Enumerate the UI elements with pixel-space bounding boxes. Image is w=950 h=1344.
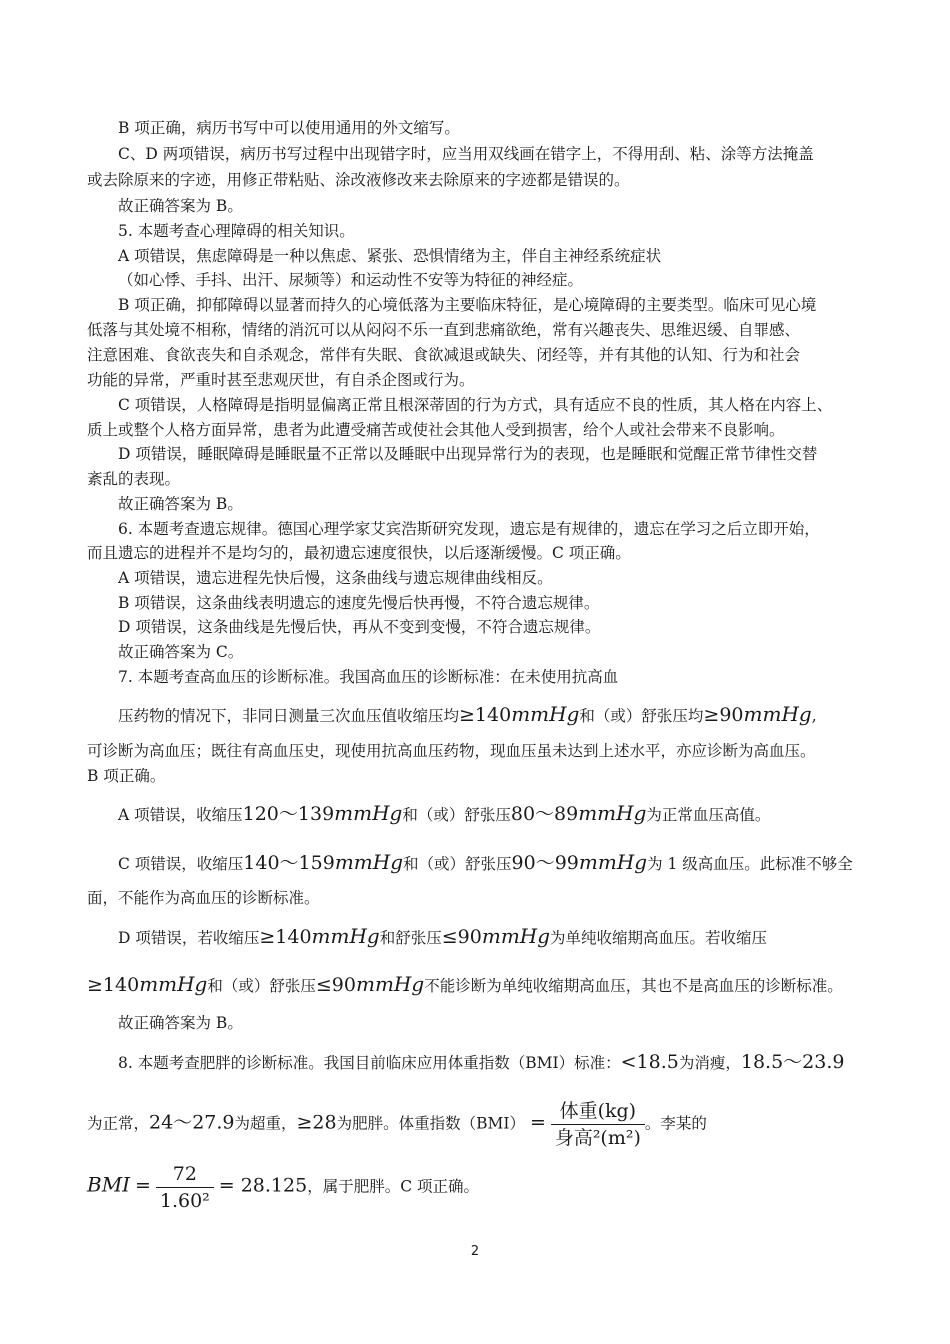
formula-line [87,1163,479,1212]
page-number: 2 [470,1244,480,1259]
math-value: 18.5～23.9 [740,1051,845,1073]
text-line: C 项错误，人格障碍是指明显偏离正常且根深蒂固的行为方式，具有适应不良的性质，其人格在内容上、 [118,396,833,414]
text-line: 紊乱的表现。 [87,470,181,488]
math-value: ≥90 [703,704,744,726]
fraction-numerator: 72 [156,1163,214,1188]
text-run: 和舒张压 [379,929,442,947]
text-run: 。李某的 [644,1114,707,1133]
text-run: 为消瘦， [678,1054,741,1072]
math-variable: BMI [87,1172,131,1197]
text-line: 故正确答案为 B。 [118,495,243,513]
text-run: 为正常血压高值。 [646,806,771,824]
math-unit: mmHg [481,924,551,948]
text-line: C、D 两项错误，病历书写过程中出现错字时，应当用双线画在错字上，不得用刮、粘、涂等方法掩盖 [118,145,814,163]
formula-line [118,704,817,726]
text-line: 低落与其处境不相称，情绪的消沉可以从闷闷不乐一直到悲痛欲绝，常有兴趣丧失、思维迟缓、自罪感、 [87,321,801,339]
text-run: 为正常， [87,1114,150,1133]
math-value: ≥28 [296,1111,337,1134]
text-line: B 项正确，病历书写中可以使用通用的外文缩写。 [118,119,460,137]
text-line: B 项正确，抑郁障碍以显著而持久的心境低落为主要临床特征，是心境障碍的主要类型。临床可见心境 [118,296,817,314]
text-run: 不能诊断为单纯收缩期高血压，其也不是高血压的诊断标准。 [424,977,843,995]
text-run: D 项错误，若收缩压 [118,929,260,947]
math-value: 140～159 [243,852,335,874]
text-line: 可诊断为高血压；既往有高血压史，现使用抗高血压药物，现血压虽未达到上述水平，亦应诊断为高血压。 [87,742,816,760]
text-run: C 项错误，收缩压 [118,855,244,873]
text-run: 压药物的情况下，非同日测量三次血压值收缩压均 [118,707,460,725]
math-value: ≥140 [259,926,312,948]
bmi-calculation-fraction [156,1163,214,1212]
text-line: 面，不能作为高血压的诊断标准。 [87,889,320,907]
formula-line [118,803,770,825]
math-unit: mmHg [311,924,380,948]
equals-sign: = [529,1111,546,1134]
fraction-numerator: 体重(kg) [551,1100,645,1125]
math-value: 120～139 [242,803,335,825]
text-run: 和（或）舒张压 [403,855,512,873]
text-line: 5. 本题考查心理障碍的相关知识。 [118,222,355,240]
math-value: = 28.125 [218,1174,308,1197]
text-line: 7. 本题考查高血压的诊断标准。我国高血压的诊断标准：在未使用抗高血 [118,668,619,686]
formula-line [118,926,767,948]
formula-line [118,1052,844,1073]
math-unit: mmHg [139,972,208,996]
text-line: 而且遗忘的进程并不是均匀的，最初遗忘速度很快，以后逐渐缓慢。C 项正确。 [87,544,631,562]
equals-sign: = [135,1174,151,1197]
text-line: B 项正确。 [87,767,166,785]
text-line: D 项错误，这条曲线是先慢后快，再从不变到变慢，不符合遗忘规律。 [118,618,601,636]
text-run: ，属于肥胖。C 项正确。 [307,1177,479,1196]
math-value: 24～27.9 [149,1111,235,1134]
text-line: （如心悸、手抖、出汗、尿频等）和运动性不安等为特征的神经症。 [118,271,584,289]
text-run: 为单纯收缩期高血压。若收缩压 [550,929,768,947]
bmi-formula-fraction [551,1100,645,1149]
text-run: 和（或）舒张压 [402,806,511,824]
math-unit: mmHg [334,850,404,874]
text-run: 8. 本题考查肥胖的诊断标准。我国目前临床应用体重指数（BMI）标准： [118,1054,621,1072]
math-value: <18.5 [620,1051,679,1073]
text-line: B 项错误，这条曲线表明遗忘的速度先慢后快再慢，不符合遗忘规律。 [118,594,600,612]
math-value: ≥140 [87,974,140,996]
math-unit: mmHg [334,801,403,825]
math-value: ≤90 [441,926,482,948]
text-run: 和（或）舒张压 [207,977,316,995]
text-line: 质上或整个人格方面异常，患者为此遭受痛苦或使社会其他人受到损害，给个人或社会带来不良影响。 [87,421,785,439]
text-line: 故正确答案为 C。 [118,643,244,661]
text-line: 故正确答案为 B。 [118,1014,243,1032]
text-run: 和（或）舒张压均 [579,707,704,725]
math-value: ≤90 [315,974,356,996]
text-line: 或去除原来的字迹，用修正带粘贴、涂改液修改来去除原来的字迹都是错误的。 [87,171,630,189]
formula-line [118,852,853,874]
math-value: ≥140 [459,704,512,726]
text-run: , [811,707,817,725]
text-line: 6. 本题考查遗忘规律。德国心理学家艾宾浩斯研究发现，遗忘是有规律的，遗忘在学习之后立即开始， [118,520,820,538]
text-line: 功能的异常，严重时甚至悲观厌世，有自杀企图或行为。 [87,371,475,389]
text-line: 注意困难、食欲丧失和自杀观念，常伴有失眠、食欲减退或缺失、闭经等，并有其他的认知、行为和社会 [87,346,801,364]
text-line: A 项错误，焦虑障碍是一种以焦虑、紧张、恐惧情绪为主，伴自主神经系统症状 [118,247,662,265]
math-value: 90～99 [511,852,579,874]
text-run: 为超重， [234,1114,297,1133]
text-run: 为 1 级高血压。此标准不够全 [647,855,853,873]
math-unit: mmHg [578,850,648,874]
text-line: A 项错误，遗忘进程先快后慢，这条曲线与遗忘规律曲线相反。 [118,569,553,587]
text-run: A 项错误，收缩压 [118,806,243,824]
text-line: 故正确答案为 B。 [118,197,243,215]
fraction-denominator: 1.60² [159,1190,210,1212]
math-unit: mmHg [356,972,425,996]
formula-line [87,974,843,996]
math-value: 80～89 [510,803,579,825]
math-unit: mmHg [578,801,647,825]
math-unit: mmHg [511,702,580,726]
text-run: 为肥胖。体重指数（BMI） [336,1114,526,1133]
formula-line [87,1100,707,1149]
math-unit: mmHg [743,702,812,726]
text-line: D 项错误，睡眠障碍是睡眠量不正常以及睡眠中出现异常行为的表现，也是睡眠和觉醒正常节律性交替 [118,445,818,463]
fraction-denominator: 身高²(m²) [554,1127,641,1149]
